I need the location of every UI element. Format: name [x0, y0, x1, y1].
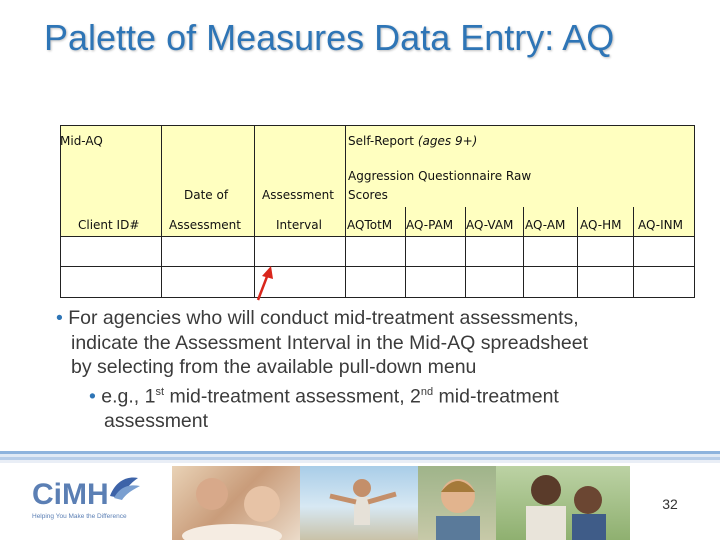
bullet-list [56, 306, 716, 433]
logo-wordmark: CiMH [32, 478, 109, 511]
bullet-2-line-2: assessment [104, 409, 209, 432]
bullet-1-line-1: • For agencies who will conduct mid-treatment assessments, [56, 307, 579, 329]
date-of-label: Date of [184, 188, 229, 202]
family-photo [172, 466, 312, 540]
sheet-name-label: Mid-AQ [60, 134, 103, 148]
aq-header-line2: Scores [348, 188, 388, 202]
self-report-header: Self-Report (ages 9+) [348, 134, 478, 148]
col-header-aq-inm: AQ-INM [638, 218, 683, 232]
logo-tagline: Helping You Make the Difference [32, 513, 127, 520]
portrait-photo [418, 466, 498, 540]
footer-band [0, 451, 720, 463]
col-header-aq-pam: AQ-PAM [406, 218, 454, 232]
cimh-logo [28, 472, 146, 522]
bullet-2-line-1: • e.g., 1st mid-treatment assessment, 2nd mid-treatment [89, 385, 559, 407]
col-header-aq-am: AQ-AM [525, 218, 566, 232]
aq-header-line1: Aggression Questionnaire Raw [348, 169, 532, 183]
col-header-aq-vam: AQ-VAM [466, 218, 514, 232]
col-header-client-id: Client ID# [78, 218, 140, 232]
col-header-aqtotm: AQTotM [347, 218, 393, 232]
bullet-1-line-3: by selecting from the available pull-down menu [71, 356, 477, 378]
bullet-1-line-2: indicate the Assessment Interval in the Mid-AQ spreadsheet [71, 331, 589, 354]
assessment-top-label: Assessment [262, 188, 334, 202]
col-header-assessment: Assessment [169, 218, 241, 232]
col-header-interval: Interval [276, 218, 322, 232]
father-son-photo [496, 466, 630, 540]
page-number: 32 [662, 496, 678, 512]
slide-title: Palette of Measures Data Entry: AQ [44, 17, 615, 58]
col-header-aq-hm: AQ-HM [580, 218, 622, 232]
beach-photo [300, 466, 420, 540]
